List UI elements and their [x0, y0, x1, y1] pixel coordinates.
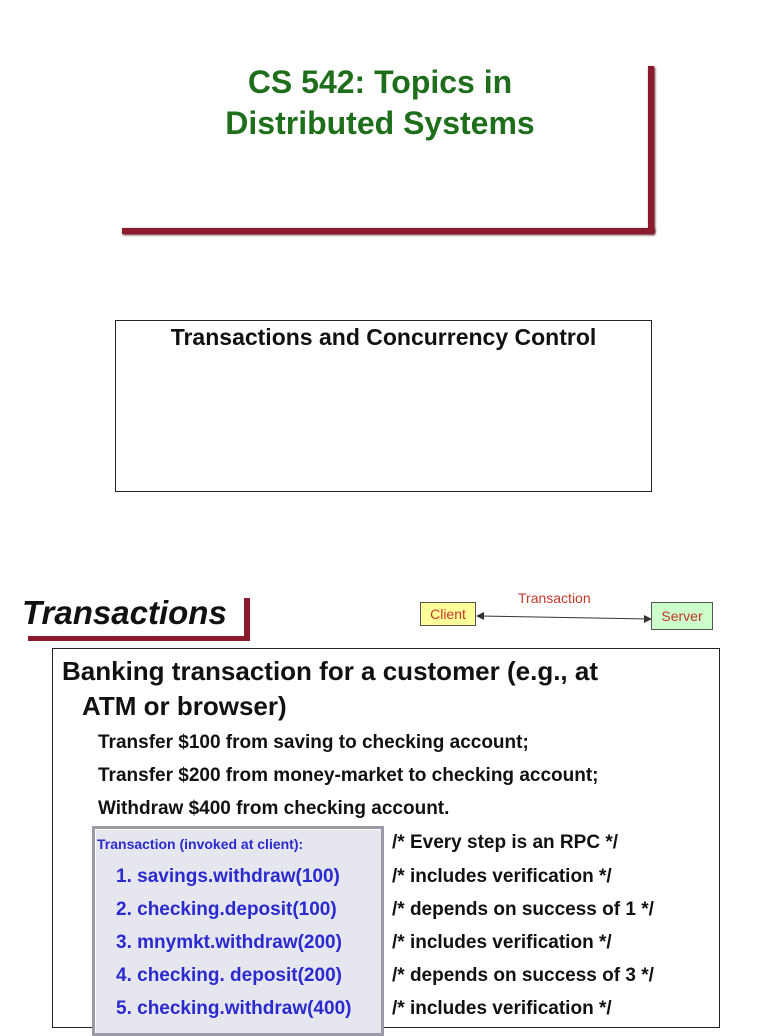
code-line: 5. checking.withdraw(400) [116, 998, 352, 1019]
code-comment: /* includes verification */ [392, 998, 612, 1019]
transactions-title-shadow-bottom [28, 636, 250, 641]
heading-line-1: Banking transaction for a customer (e.g., at [62, 656, 598, 686]
transactions-title: Transactions [22, 594, 227, 631]
slide-title [100, 62, 660, 144]
step-item: Transfer $100 from saving to checking account; [98, 732, 529, 753]
code-header: Transaction (invoked at client): [97, 836, 304, 852]
transactions-title-shadow-right [244, 598, 250, 640]
subtitle-box [115, 320, 652, 492]
code-comment: /* includes verification */ [392, 866, 612, 887]
client-box: Client [420, 602, 476, 626]
subtitle-text: Transactions and Concurrency Control [170, 324, 597, 350]
code-line: 2. checking.deposit(100) [116, 899, 337, 920]
diagram-arrow-label: Transaction [518, 590, 591, 606]
title-shadow-bottom [122, 228, 654, 234]
client-server-arrow [476, 609, 652, 623]
code-line: 4. checking. deposit(200) [116, 965, 342, 986]
heading-line-2: ATM or browser) [82, 691, 287, 721]
title-line-1: CS 542: Topics in [247, 64, 513, 100]
banking-heading [62, 654, 702, 724]
code-line: 3. mnymkt.withdraw(200) [116, 932, 342, 953]
code-comment: /* depends on success of 3 */ [392, 965, 654, 986]
code-header-comment: /* Every step is an RPC */ [392, 832, 618, 853]
server-box: Server [651, 602, 713, 630]
code-comment: /* depends on success of 1 */ [392, 899, 654, 920]
code-comment: /* includes verification */ [392, 932, 612, 953]
code-line: 1. savings.withdraw(100) [116, 866, 340, 887]
step-item: Transfer $200 from money-market to checking account; [98, 765, 599, 786]
step-item: Withdraw $400 from checking account. [98, 798, 450, 819]
title-line-2: Distributed Systems [225, 105, 535, 141]
